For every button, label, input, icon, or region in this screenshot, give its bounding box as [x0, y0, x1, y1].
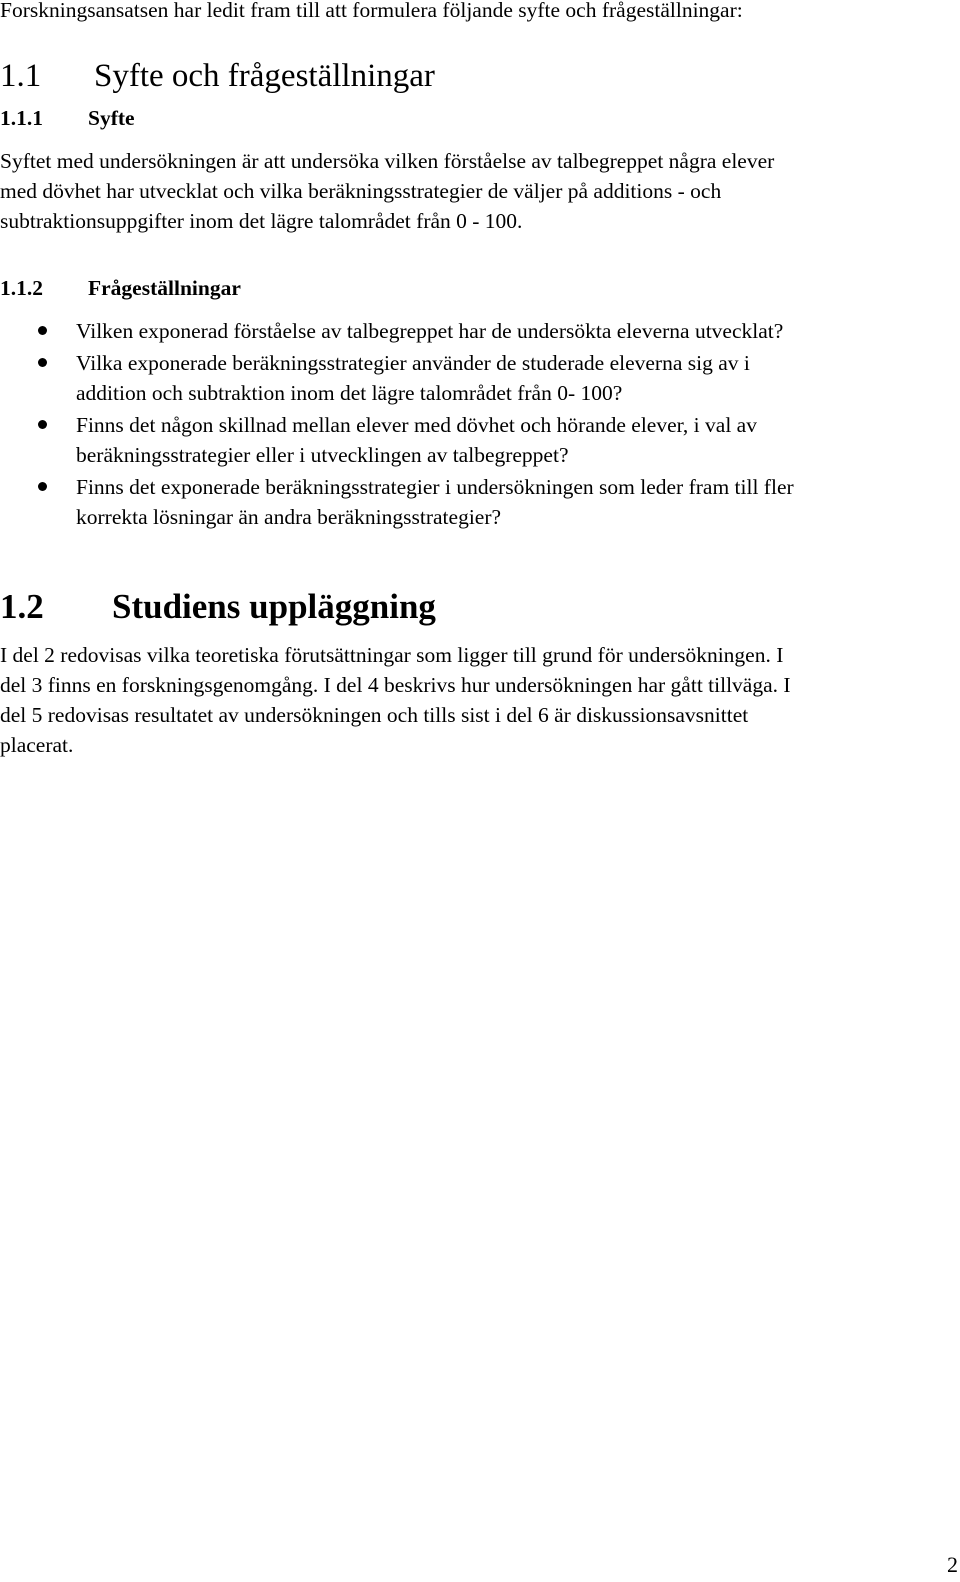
list-item-line: Vilken exponerad förståelse av talbegreppet har de undersökta eleverna utvecklat?	[76, 319, 784, 343]
paragraph-line: del 5 redovisas resultatet av undersökningen och tills sist i del 6 är diskussionsavsnittet	[0, 703, 749, 727]
list-item	[0, 472, 960, 532]
paragraph-line: placerat.	[0, 733, 74, 757]
bullet-icon	[38, 482, 47, 491]
studien-paragraph	[0, 640, 960, 760]
bullet-icon	[38, 326, 47, 335]
list-item-line: addition och subtraktion inom det lägre talområdet från 0- 100?	[76, 381, 623, 405]
section-title: Syfte och frågeställningar	[94, 58, 435, 94]
bullet-icon	[38, 358, 47, 367]
list-item-line: Finns det någon skillnad mellan elever med dövhet och hörande elever, i val av	[76, 413, 757, 437]
intro-text: Forskningsansatsen har ledit fram till att formulera följande syfte och frågeställningar:	[0, 0, 743, 22]
bullet-icon	[38, 420, 47, 429]
section-number: 1.2	[0, 587, 44, 626]
subsection-number: 1.1.2	[0, 276, 43, 300]
section-heading-1-2	[0, 586, 436, 628]
paragraph-line: subtraktionsuppgifter inom det lägre talområdet från 0 - 100.	[0, 209, 523, 233]
list-item-line: korrekta lösningar än andra beräkningsstrategier?	[76, 505, 502, 529]
section-heading-1-1	[0, 56, 435, 96]
list-item	[0, 348, 960, 408]
section-title: Studiens uppläggning	[112, 587, 436, 626]
section-number: 1.1	[0, 58, 42, 94]
paragraph-line: del 3 finns en forskningsgenomgång. I del 4 beskrivs hur undersökningen har gått tillväga. I	[0, 673, 791, 697]
list-item	[0, 410, 960, 470]
paragraph-line: Syftet med undersökningen är att undersöka vilken förståelse av talbegreppet några elever	[0, 149, 775, 173]
subsection-heading-1-1-2	[0, 274, 241, 302]
list-item-line: Finns det exponerade beräkningsstrategier i undersökningen som leder fram till fler	[76, 475, 794, 499]
paragraph-line: med dövhet har utvecklat och vilka beräkningsstrategier de väljer på additions - och	[0, 179, 722, 203]
subsection-number: 1.1.1	[0, 106, 43, 130]
paragraph-line: I del 2 redovisas vilka teoretiska förutsättningar som ligger till grund för undersökningen. I	[0, 643, 784, 667]
list-item-line: Vilka exponerade beräkningsstrategier använder de studerade eleverna sig av i	[76, 351, 750, 375]
list-item	[0, 316, 960, 346]
subsection-title: Syfte	[88, 106, 135, 130]
subsection-title: Frågeställningar	[88, 276, 241, 300]
list-item-line: beräkningsstrategier eller i utvecklingen av talbegreppet?	[76, 443, 569, 467]
page-number: 2	[947, 1552, 958, 1577]
question-list	[0, 316, 960, 534]
subsection-heading-1-1-1	[0, 104, 135, 132]
syfte-paragraph	[0, 146, 960, 236]
